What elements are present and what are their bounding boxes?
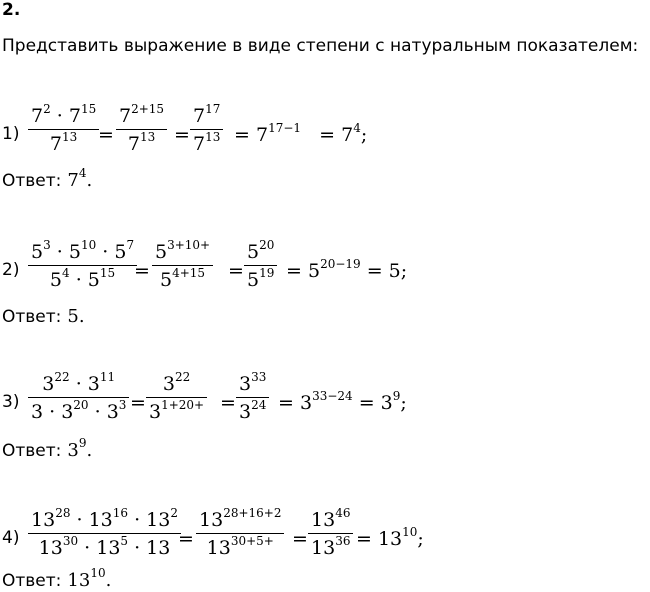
problem-number: 3): [2, 392, 20, 412]
expr-exponent: 36: [335, 534, 351, 548]
answer-value: [67, 566, 112, 591]
expr-base: = 3: [278, 392, 313, 414]
numerator: [244, 240, 277, 264]
expr-base: 7: [49, 133, 63, 155]
expr-base: 13: [31, 509, 56, 531]
denominator: [28, 132, 99, 156]
result-chain: [234, 121, 368, 146]
expr-exponent: 5: [120, 534, 129, 548]
numerator: [116, 104, 167, 128]
fraction-2: [152, 240, 213, 292]
expr-exponent: 4+15: [172, 266, 206, 280]
expr-exponent: 16: [112, 506, 129, 520]
expr-base: 5: [160, 269, 173, 291]
expr-base: .: [105, 570, 112, 591]
expr-exponent: 2: [43, 102, 51, 116]
expr-exponent: 9: [392, 389, 401, 403]
answer-1: [2, 166, 93, 191]
expr-base: = 13: [356, 528, 403, 550]
expr-base: · 13: [128, 509, 171, 531]
numerator: [190, 104, 223, 128]
expr-base: · 7: [50, 105, 81, 127]
expr-base: 7: [193, 105, 206, 127]
expr-base: · 5: [96, 241, 127, 263]
answer-2: [2, 306, 85, 327]
fraction-2: [196, 508, 284, 560]
denominator: [308, 536, 353, 560]
expr-exponent: 4: [62, 266, 70, 280]
expr-exponent: 2+15: [131, 102, 165, 116]
denominator: [146, 400, 207, 424]
expr-base: 3: [42, 373, 55, 395]
expr-base: 3: [162, 373, 175, 395]
expr-base: ;: [360, 124, 368, 146]
expr-exponent: 11: [99, 370, 116, 384]
expr-base: = 7: [234, 124, 269, 146]
equals-sign: =: [178, 528, 194, 550]
answer-value: [67, 166, 93, 191]
expr-base: 7: [67, 170, 79, 191]
answer-value: [67, 306, 84, 327]
expr-exponent: 20: [73, 398, 89, 412]
answer-label: Ответ:: [2, 307, 62, 327]
expr-exponent: 13: [62, 130, 78, 144]
result-chain: [286, 257, 408, 282]
expr-base: 5: [247, 241, 260, 263]
expr-exponent: 19: [259, 266, 275, 280]
equals-sign: =: [174, 124, 190, 146]
expr-exponent: 30: [62, 534, 79, 548]
expr-base: 7: [31, 105, 44, 127]
denominator: [152, 268, 213, 292]
fraction-3: [308, 508, 353, 560]
expr-exponent: 30+5+: [230, 534, 274, 548]
fraction-1: [28, 372, 129, 424]
expr-exponent: 9: [78, 436, 87, 450]
result-chain: [356, 525, 424, 550]
expr-base: 13: [199, 509, 224, 531]
expr-base: 7: [193, 133, 206, 155]
expr-exponent: 10: [90, 566, 106, 580]
expr-exponent: 13: [205, 130, 221, 144]
denominator: [28, 400, 129, 424]
fraction-1: [28, 104, 99, 156]
equals-sign: =: [134, 260, 150, 282]
equals-sign: =: [98, 124, 114, 146]
numerator: [28, 372, 129, 396]
expr-exponent: 13: [139, 130, 156, 144]
fraction-1: [28, 240, 137, 292]
answer-4: [2, 566, 112, 591]
equals-sign: =: [130, 392, 146, 414]
expr-exponent: 2: [170, 506, 178, 520]
expr-exponent: 10: [402, 525, 418, 539]
expr-base: 3: [67, 440, 79, 461]
expr-base: · 13: [78, 537, 121, 559]
numerator: [196, 508, 284, 532]
expr-exponent: 28+16+2: [223, 506, 282, 520]
expr-base: 13: [206, 537, 231, 559]
expr-base: 13: [38, 537, 63, 559]
expr-exponent: 10: [80, 238, 97, 252]
answer-3: [2, 436, 93, 461]
fraction-1: [28, 508, 181, 560]
expr-exponent: 33−24: [312, 389, 353, 403]
expr-base: 5: [31, 241, 44, 263]
answer-label: Ответ:: [2, 571, 62, 591]
expr-exponent: 17: [205, 102, 221, 116]
fraction-3: [244, 240, 277, 292]
equals-sign: =: [292, 528, 308, 550]
expr-base: 3: [239, 373, 252, 395]
numerator: [146, 372, 207, 396]
expr-exponent: 17−1: [268, 121, 302, 135]
expr-exponent: 4: [78, 166, 87, 180]
task-statement: Представить выражение в виде степени с натуральным показателем:: [2, 36, 639, 56]
equals-sign: =: [220, 392, 236, 414]
expr-base: = 5;: [360, 260, 408, 282]
expr-base: = 7: [301, 124, 354, 146]
expr-base: = 5: [286, 260, 321, 282]
expr-base: 5: [155, 241, 168, 263]
fraction-3: [190, 104, 223, 156]
expr-base: ;: [400, 392, 407, 414]
expr-exponent: 24: [251, 398, 267, 412]
denominator: [236, 400, 269, 424]
answer-label: Ответ:: [2, 171, 62, 191]
expr-base: · 5: [69, 269, 100, 291]
numerator: [28, 104, 99, 128]
expr-base: · 13: [128, 537, 171, 559]
numerator: [308, 508, 353, 532]
expr-exponent: 3+10+: [167, 238, 211, 252]
expr-base: · 13: [70, 509, 113, 531]
expr-exponent: 28: [55, 506, 71, 520]
expr-exponent: 20−19: [320, 257, 361, 271]
expr-exponent: 3: [118, 398, 127, 412]
expr-base: · 3: [88, 401, 119, 423]
answer-value: [67, 436, 93, 461]
expr-base: 13: [311, 537, 336, 559]
expr-base: 7: [119, 105, 132, 127]
expr-base: .: [86, 170, 93, 191]
expr-exponent: 15: [99, 266, 116, 280]
expr-exponent: 3: [43, 238, 51, 252]
fraction-2: [116, 104, 167, 156]
expr-exponent: 46: [335, 506, 351, 520]
problem-number: 2): [2, 260, 20, 280]
expr-base: 3: [239, 401, 252, 423]
expr-exponent: 22: [174, 370, 191, 384]
expr-exponent: 22: [54, 370, 70, 384]
equals-sign: =: [228, 260, 244, 282]
denominator: [196, 536, 284, 560]
problem-number: 1): [2, 124, 20, 144]
expr-base: = 3: [352, 392, 393, 414]
expr-base: ;: [417, 528, 424, 550]
numerator: [28, 508, 181, 532]
expr-exponent: 33: [251, 370, 267, 384]
expr-exponent: 1+20+: [161, 398, 205, 412]
expr-base: 5.: [67, 306, 85, 327]
expr-base: 5: [247, 269, 260, 291]
expr-base: 7: [127, 133, 140, 155]
fraction-3: [236, 372, 269, 424]
expr-exponent: 4: [353, 121, 361, 135]
numerator: [28, 240, 137, 264]
expr-base: 5: [49, 269, 63, 291]
problem-number: 4): [2, 528, 20, 548]
expr-base: · 5: [50, 241, 81, 263]
expr-base: 13: [67, 570, 91, 591]
denominator: [190, 132, 223, 156]
expr-exponent: 15: [80, 102, 97, 116]
denominator: [28, 268, 137, 292]
expr-base: .: [86, 440, 93, 461]
denominator: [116, 132, 167, 156]
expr-base: 13: [311, 509, 336, 531]
answer-label: Ответ:: [2, 441, 62, 461]
numerator: [236, 372, 269, 396]
denominator: [244, 268, 277, 292]
task-number: 2.: [2, 0, 21, 20]
expr-exponent: 7: [126, 238, 135, 252]
expr-base: 3 · 3: [31, 401, 74, 423]
result-chain: [278, 389, 407, 414]
expr-base: 3: [149, 401, 162, 423]
numerator: [152, 240, 213, 264]
expr-base: · 3: [69, 373, 100, 395]
denominator: [28, 536, 181, 560]
expr-exponent: 20: [259, 238, 275, 252]
fraction-2: [146, 372, 207, 424]
